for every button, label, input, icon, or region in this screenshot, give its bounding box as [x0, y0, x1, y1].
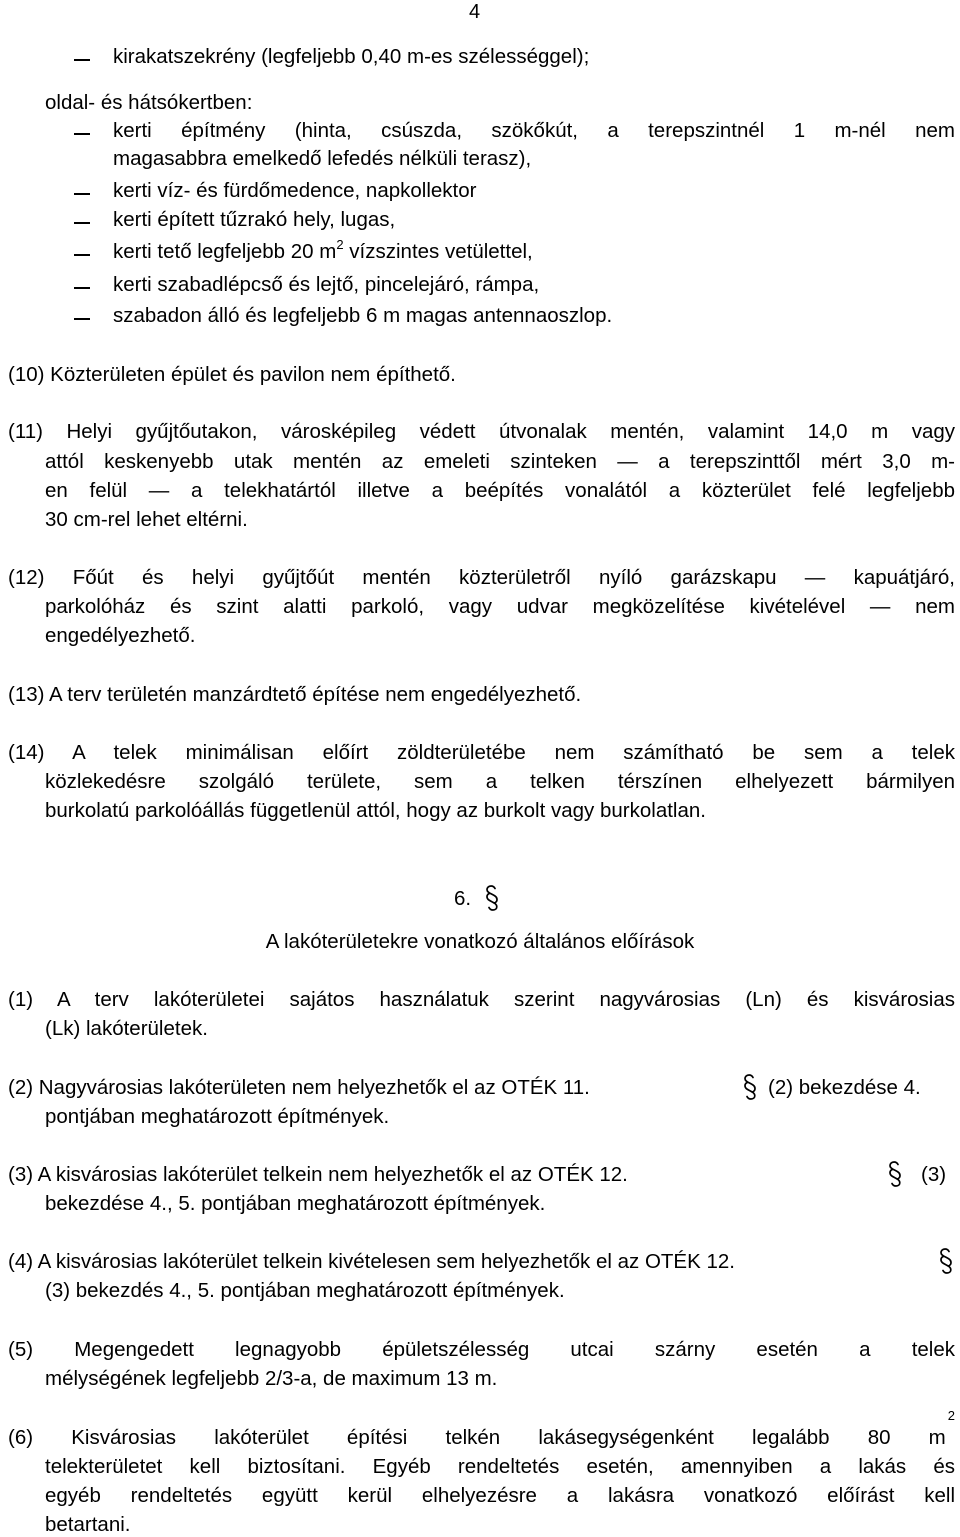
dash-bullet — [74, 254, 90, 256]
paragraph-12-line-2: parkolóház és szint alatti parkoló, vagy udvar megközelítése kivételével — nem — [45, 595, 955, 618]
page-number: 4 — [469, 1, 481, 23]
section-paragraph-6-line-4: betartani. — [45, 1513, 131, 1536]
section-sign-icon — [484, 885, 500, 911]
dash-bullet — [74, 133, 90, 135]
garden-item-2: kerti víz- és fürdőmedence, napkollektor — [113, 179, 477, 202]
section-paragraph-6-line-3: egyéb rendeltetés együtt kerül elhelyezésre a lakásra vonatkozó előírást kell — [45, 1484, 955, 1507]
paragraph-12-line-1: (12) Főút és helyi gyűjtőút mentén közterületről nyíló garázskapu — kapuátjáró, — [8, 566, 955, 589]
section-paragraph-3-line-2: bekezdése 4., 5. pontjában meghatározott építmények. — [45, 1192, 546, 1215]
paragraph-11-line-2: attól keskenyebb utak mentén az emeleti szinteken — a terepszinttől mért 3,0 m- — [45, 450, 955, 473]
section-sign-icon — [887, 1161, 903, 1187]
dash-bullet — [74, 59, 90, 61]
section-paragraph-3-line-1-end: (3) — [921, 1163, 947, 1186]
section-number: 6. — [454, 887, 472, 910]
paragraph-11-line-1: (11) Helyi gyűjtőutakon, városképileg védett útvonalak mentén, valamint 14,0 m vagy — [8, 420, 955, 443]
section-paragraph-4-line-1: (4) A kisvárosias lakóterület telkein kivételesen sem helyezhetők el az OTÉK 12. — [8, 1250, 735, 1273]
garden-item-4 — [113, 237, 533, 264]
section-paragraph-2-line-2: pontjában meghatározott építmények. — [45, 1105, 390, 1128]
dash-bullet — [74, 193, 90, 195]
paragraph-10: (10) Közterületen épület és pavilon nem építhető. — [8, 363, 456, 386]
section-title: A lakóterületekre vonatkozó általános előírások — [265, 930, 695, 953]
section-sign-icon — [938, 1248, 954, 1274]
dash-bullet — [74, 287, 90, 289]
paragraph-12-line-3: engedélyezhető. — [45, 624, 196, 647]
section-paragraph-4-line-2: (3) bekezdés 4., 5. pontjában meghatározott építmények. — [45, 1279, 565, 1302]
garden-item-4-pre: kerti tető legfeljebb 20 m — [113, 240, 337, 263]
superscript-2: 2 — [947, 1408, 955, 1423]
section-sign-icon — [742, 1074, 758, 1100]
bullet-item: kirakatszekrény (legfeljebb 0,40 m-es szélességgel); — [113, 45, 590, 68]
section-paragraph-1-line-2: (Lk) lakóterületek. — [45, 1017, 208, 1040]
section-paragraph-2-line-1-end: (2) bekezdése 4. — [768, 1076, 921, 1099]
paragraph-14-line-2: közlekedésre szolgáló területe, sem a telken térszínen elhelyezett bármilyen — [45, 770, 955, 793]
garden-item-5: kerti szabadlépcső és lejtő, pincelejáró, rámpa, — [113, 273, 540, 296]
garden-item-6: szabadon álló és legfeljebb 6 m magas antennaoszlop. — [113, 304, 613, 327]
section-paragraph-1-line-1: (1) A terv lakóterületei sajátos használatuk szerint nagyvárosias (Ln) és kisvárosias — [8, 988, 955, 1011]
superscript-2: 2 — [336, 237, 344, 252]
section-paragraph-5-line-2: mélységének legfeljebb 2/3-a, de maximum 13 m. — [45, 1367, 498, 1390]
garden-item-4-post: vízszintes vetülettel, — [343, 240, 533, 263]
paragraph-14-line-1: (14) A telek minimálisan előírt zöldterületébe nem számítható be sem a telek — [8, 741, 955, 764]
section-paragraph-5-line-1: (5) Megengedett legnagyobb épületszélesség utcai szárny esetén a telek — [8, 1338, 955, 1361]
section-paragraph-3-line-1: (3) A kisvárosias lakóterület telkein nem helyezhetők el az OTÉK 12. — [8, 1163, 628, 1186]
section-intro: oldal- és hátsókertben: — [45, 91, 253, 114]
dash-bullet — [74, 222, 90, 224]
paragraph-14-line-3: burkolatú parkolóállás függetlenül attól, hogy az burkolt vagy burkolatlan. — [45, 799, 706, 822]
garden-item-1b: magasabbra emelkedő lefedés nélküli terasz), — [113, 147, 532, 170]
dash-bullet — [74, 318, 90, 320]
paragraph-11-line-3: en felül — a telekhatártól illetve a beépítés vonalától a közterület felé legfeljebb — [45, 479, 955, 502]
garden-item-3: kerti épített tűzrakó hely, lugas, — [113, 208, 396, 231]
section-paragraph-6-line-1 — [8, 1408, 955, 1450]
paragraph-13: (13) A terv területén manzárdtető építése nem engedélyezhető. — [8, 683, 582, 706]
garden-item-1a: kerti építmény (hinta, csúszda, szökőkút, a terepszintnél 1 m-nél nem — [113, 119, 955, 142]
section-paragraph-2-line-1: (2) Nagyvárosias lakóterületen nem helyezhetők el az OTÉK 11. — [8, 1076, 590, 1099]
section-paragraph-6-line-2: telekterületet kell biztosítani. Egyéb rendeltetés esetén, amennyiben a lakás és — [45, 1455, 955, 1478]
paragraph-11-line-4: 30 cm-rel lehet eltérni. — [45, 508, 248, 531]
section-paragraph-6-line-1-text: (6) Kisvárosias lakóterület építési telkén lakásegységenként legalább 80 m — [8, 1426, 946, 1449]
